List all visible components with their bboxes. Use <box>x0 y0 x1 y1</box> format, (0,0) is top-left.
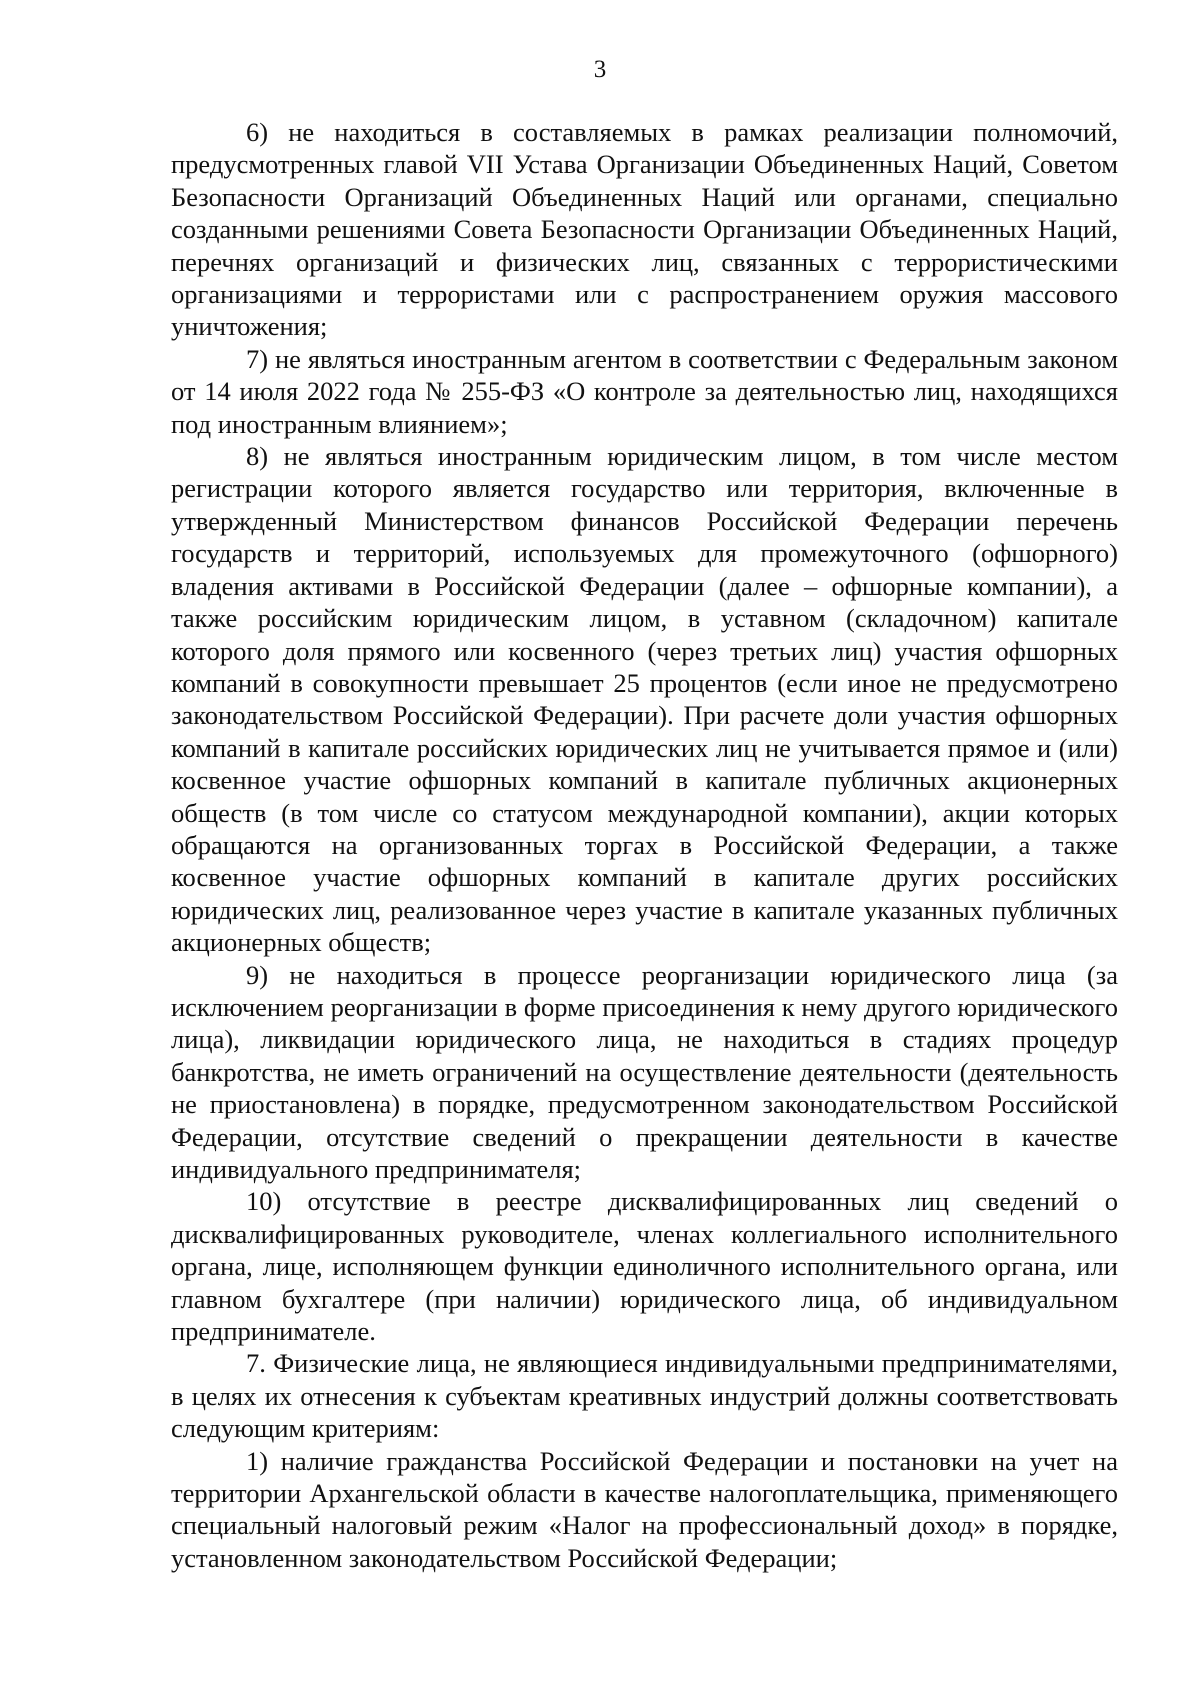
document-body <box>171 116 1118 1574</box>
paragraph-clause-7-item-1: 1) наличие гражданства Российской Федерации и постановки на учет на территории Архангельской области в качестве налогоплательщика, применяющего специальный налоговый режим «Налог на профессиональный доход» в порядке, установленном законодательством Российской Федерации; <box>171 1445 1118 1573</box>
paragraph-item-7: 7) не являться иностранным агентом в соответствии с Федеральным законом от 14 июля 2022 года № 255-ФЗ «О контроле за деятельностью лиц, находящихся под иностранным влиянием»; <box>171 343 1118 439</box>
paragraph-item-9: 9) не находиться в процессе реорганизации юридического лица (за исключением реорганизации в форме присоединения к нему другого юридического лица), ликвидации юридического лица, не находиться в стадиях процедур банкротства, не иметь ограничений на осуществление деятельности (деятельность не приостановлена) в порядке, предусмотренном законодательством Российской Федерации, отсутствие сведений о прекращении деятельности в качестве индивидуального предпринимателя; <box>171 959 1118 1184</box>
paragraph-clause-7: 7. Физические лица, не являющиеся индивидуальными предпринимателями, в целях их отнесения к субъектам креативных индустрий должны соответствовать следующим критериям: <box>171 1348 1118 1444</box>
page-number: 3 <box>593 56 607 83</box>
paragraph-item-10: 10) отсутствие в реестре дисквалифицированных лиц сведений о дисквалифицированных руководителе, членах коллегиального исполнительного органа, лице, исполняющем функции единоличного исполнительного органа, или главном бухгалтере (при наличии) юридического лица, об индивидуальном предпринимателе. <box>171 1186 1118 1347</box>
paragraph-item-6: 6) не находиться в составляемых в рамках реализации полномочий, предусмотренных главой VII Устава Организации Объединенных Наций, Советом Безопасности Организаций Объединенных Наций или органами, специально созданными решениями Совета Безопасности Организации Объединенных Наций, перечнях организаций и физических лиц, связанных с террористическими организациями и террористами или с распространением оружия массового уничтожения; <box>171 117 1118 342</box>
paragraph-item-8: 8) не являться иностранным юридическим лицом, в том числе местом регистрации которого является государство или территория, включенные в утвержденный Министерством финансов Российской Федерации перечень государств и территорий, используемых для промежуточного (офшорного) владения активами в Российской Федерации (далее – офшорные компании), а также российским юридическим лицом, в уставном (складочном) капитале которого доля прямого или косвенного (через третьих лиц) участия офшорных компаний в совокупности превышает 25 процентов (если иное не предусмотрено законодательством Российской Федерации). При расчете доли участия офшорных компаний в капитале российских юридических лиц не учитывается прямое и (или) косвенное участие офшорных компаний в капитале публичных акционерных обществ (в том числе со статусом международной компании), акции которых обращаются на организованных торгах в Российской Федерации, а также косвенное участие офшорных компаний в капитале других российских юридических лиц, реализованное через участие в капитале указанных публичных акционерных обществ; <box>171 441 1118 958</box>
